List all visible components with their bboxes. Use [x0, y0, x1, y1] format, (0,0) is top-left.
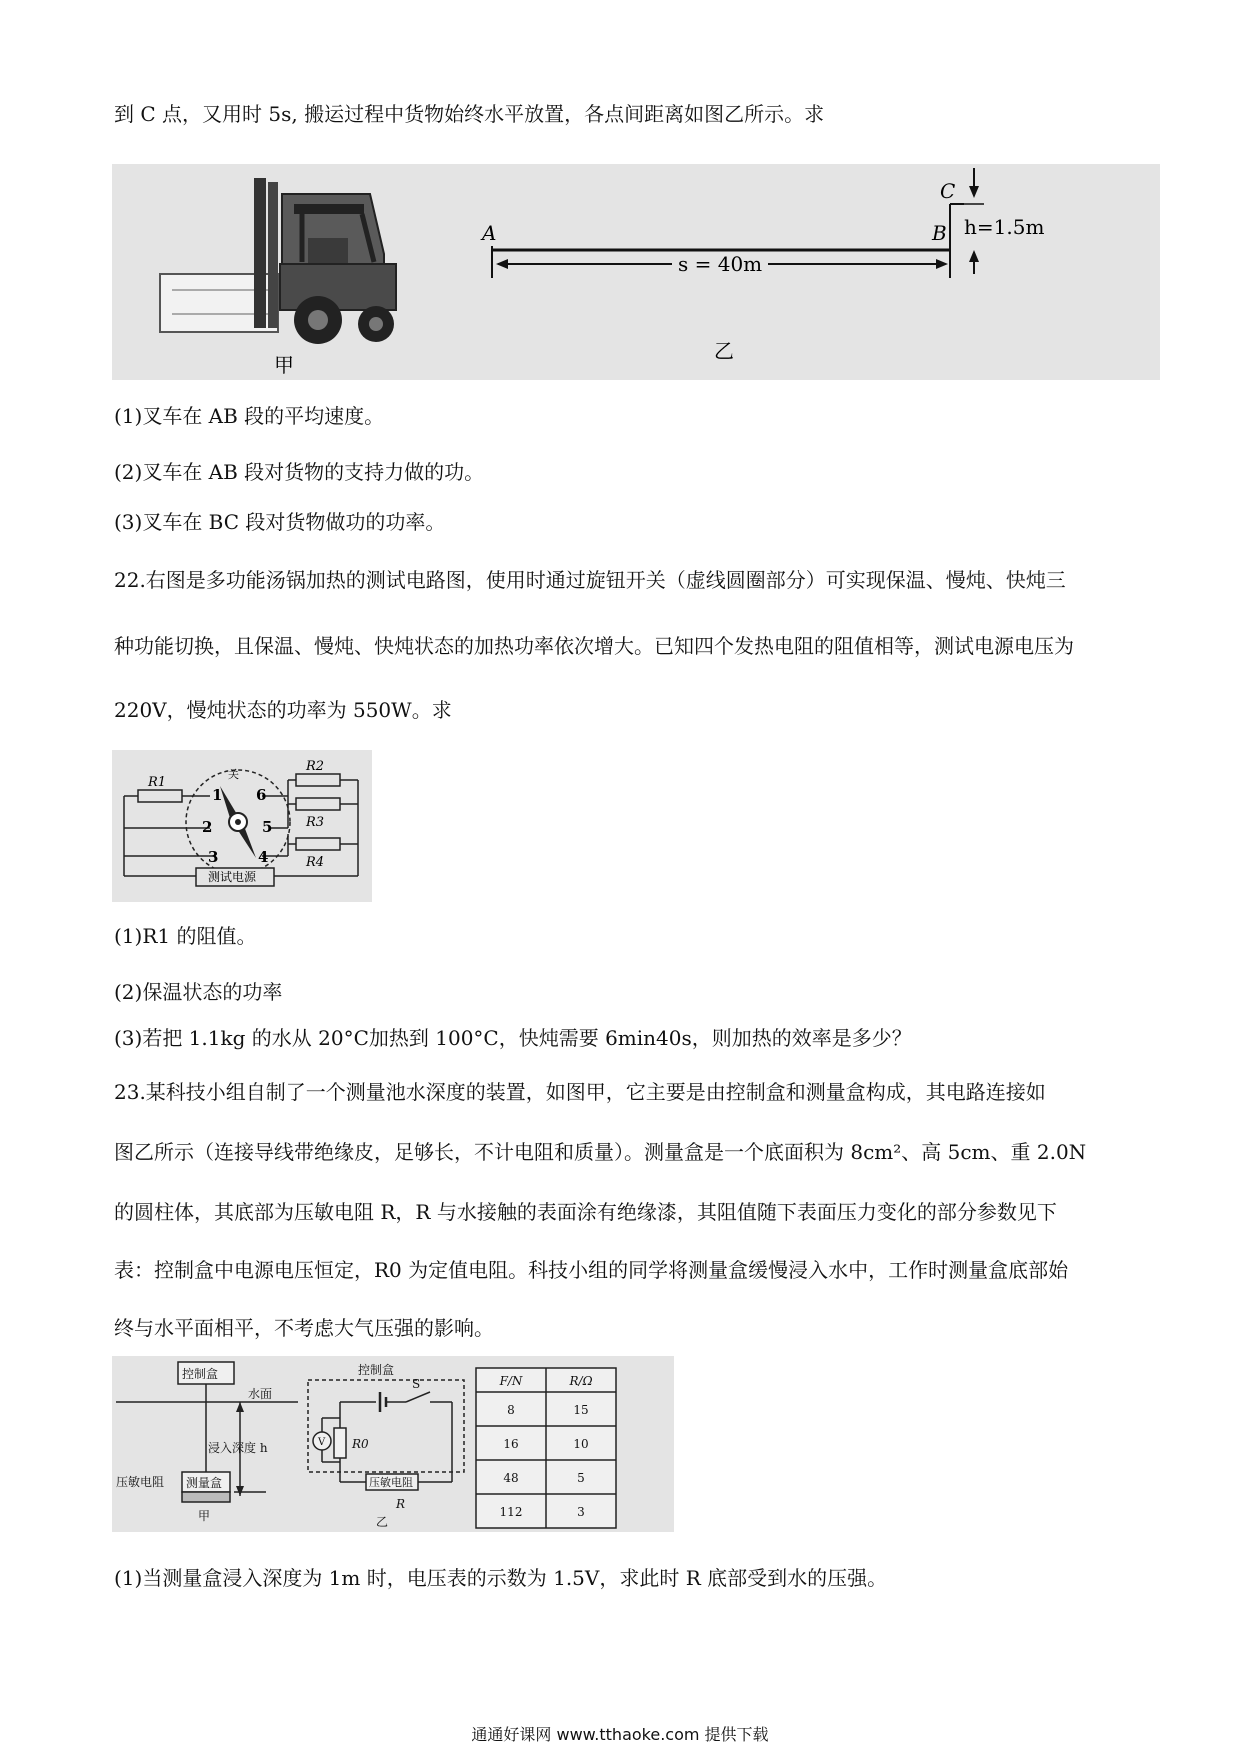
- control-box-label-2: 控制盒: [358, 1363, 395, 1377]
- pressure-resistor-label: 压敏电阻: [116, 1475, 165, 1489]
- q22-part1: (1)R1 的阻值。: [114, 924, 257, 948]
- contact-2: 2: [202, 818, 213, 836]
- contact-3: 3: [208, 848, 219, 866]
- forklift-figure: [112, 164, 1160, 380]
- r2-label: R2: [306, 759, 325, 774]
- q21-part3: (3)叉车在 BC 段对货物做功的功率。: [114, 510, 446, 534]
- r3-label: R3: [306, 815, 325, 830]
- q23-line5: 终与水平面相平，不考虑大气压强的影响。: [114, 1316, 494, 1340]
- q23-line1: 23.某科技小组自制了一个测量池水深度的装置，如图甲，它主要是由控制盒和测量盒构成，其电路连接如: [114, 1080, 1046, 1104]
- q23-line2: 图乙所示（连接导线带绝缘皮，足够长，不计电阻和质量）。测量盒是一个底面积为 8cm²、高 5cm、重 2.0N: [114, 1140, 1087, 1164]
- q23-part1: (1)当测量盒浸入深度为 1m 时，电压表的示数为 1.5V，求此时 R 底部受到水的压强。: [114, 1566, 888, 1590]
- point-c-label: C: [940, 179, 956, 203]
- q21-part2: (2)叉车在 AB 段对货物的支持力做的功。: [114, 460, 485, 484]
- q21-intro: 到 C 点，又用时 5s, 搬运过程中货物始终水平放置，各点间距离如图乙所示。求: [114, 102, 825, 126]
- depth-label: 浸入深度 h: [208, 1441, 268, 1455]
- control-box-label: 控制盒: [182, 1367, 219, 1381]
- table-cell: 16: [503, 1437, 519, 1451]
- contact-1: 1: [212, 786, 223, 804]
- table-header-f: F/N: [499, 1374, 523, 1388]
- q22-line2: 种功能切换，且保温、慢炖、快炖状态的加热功率依次增大。已知四个发热电阻的阻值相等，测试电源电压为: [114, 634, 1074, 658]
- water-surface-label: 水面: [248, 1387, 273, 1401]
- point-a-label: A: [482, 221, 497, 245]
- q22-part3: (3)若把 1.1kg 的水从 20°C加热到 100°C，快炖需要 6min40s，则加热的效率是多少？: [114, 1026, 912, 1050]
- contact-6: 6: [256, 786, 267, 804]
- q22-line1: 22.右图是多功能汤锅加热的测试电路图，使用时通过旋钮开关（虚线圆圈部分）可实现保温、慢炖、快炖三: [114, 568, 1066, 592]
- forklift-image: [160, 178, 396, 344]
- point-b-label: B: [932, 221, 947, 245]
- page-footer: 通通好课网 www.tthaoke.com 提供下载: [471, 1725, 769, 1744]
- table-cell: 3: [577, 1505, 585, 1519]
- q22-line3: 220V，慢炖状态的功率为 550W。求: [114, 698, 452, 722]
- rotary-knob: [220, 786, 256, 858]
- q22-part2: (2)保温状态的功率: [114, 980, 283, 1004]
- off-label: 关: [228, 768, 239, 781]
- table-cell: 5: [577, 1471, 585, 1485]
- q23-line3: 的圆柱体，其底部为压敏电阻 R，R 与水接触的表面涂有绝缘漆，其阻值随下表面压力变化的部分参数见下: [114, 1200, 1057, 1224]
- contact-5: 5: [262, 818, 273, 836]
- q23-line4: 表：控制盒中电源电压恒定，R0 为定值电阻。科技小组的同学将测量盒缓慢浸入水中，工作时测量盒底部始: [114, 1258, 1069, 1282]
- distance-s-label: s = 40m: [678, 252, 763, 276]
- r1-label: R1: [148, 775, 167, 790]
- contact-4: 4: [258, 848, 269, 866]
- table-cell: 112: [499, 1505, 523, 1519]
- fig-label-jia: 甲: [274, 353, 294, 377]
- test-source-label: 测试电源: [208, 870, 257, 884]
- fig-label-yi: 乙: [714, 339, 734, 363]
- pressure-resistor-label-2: 压敏电阻: [369, 1476, 413, 1489]
- table-cell: 48: [503, 1471, 519, 1485]
- table-cell: 8: [507, 1403, 515, 1417]
- table-cell: 10: [573, 1437, 589, 1451]
- fig23-yi-label: 乙: [376, 1515, 389, 1529]
- r-label: R: [396, 1497, 406, 1511]
- r4-label: R4: [306, 855, 325, 870]
- table-cell: 15: [573, 1403, 589, 1417]
- soup-pot-circuit-figure: [112, 750, 372, 902]
- height-h-label: h=1.5m: [964, 215, 1045, 239]
- q21-part1: (1)叉车在 AB 段的平均速度。: [114, 404, 385, 428]
- table-header-r: R/Ω: [569, 1374, 593, 1388]
- switch-s-label: S: [412, 1377, 421, 1391]
- depth-gauge-figure: [112, 1356, 674, 1532]
- measure-box-label: 测量盒: [186, 1476, 223, 1490]
- voltmeter-label: V: [318, 1437, 326, 1448]
- r0-label: R0: [352, 1437, 369, 1451]
- fig23-jia-label: 甲: [198, 1509, 211, 1523]
